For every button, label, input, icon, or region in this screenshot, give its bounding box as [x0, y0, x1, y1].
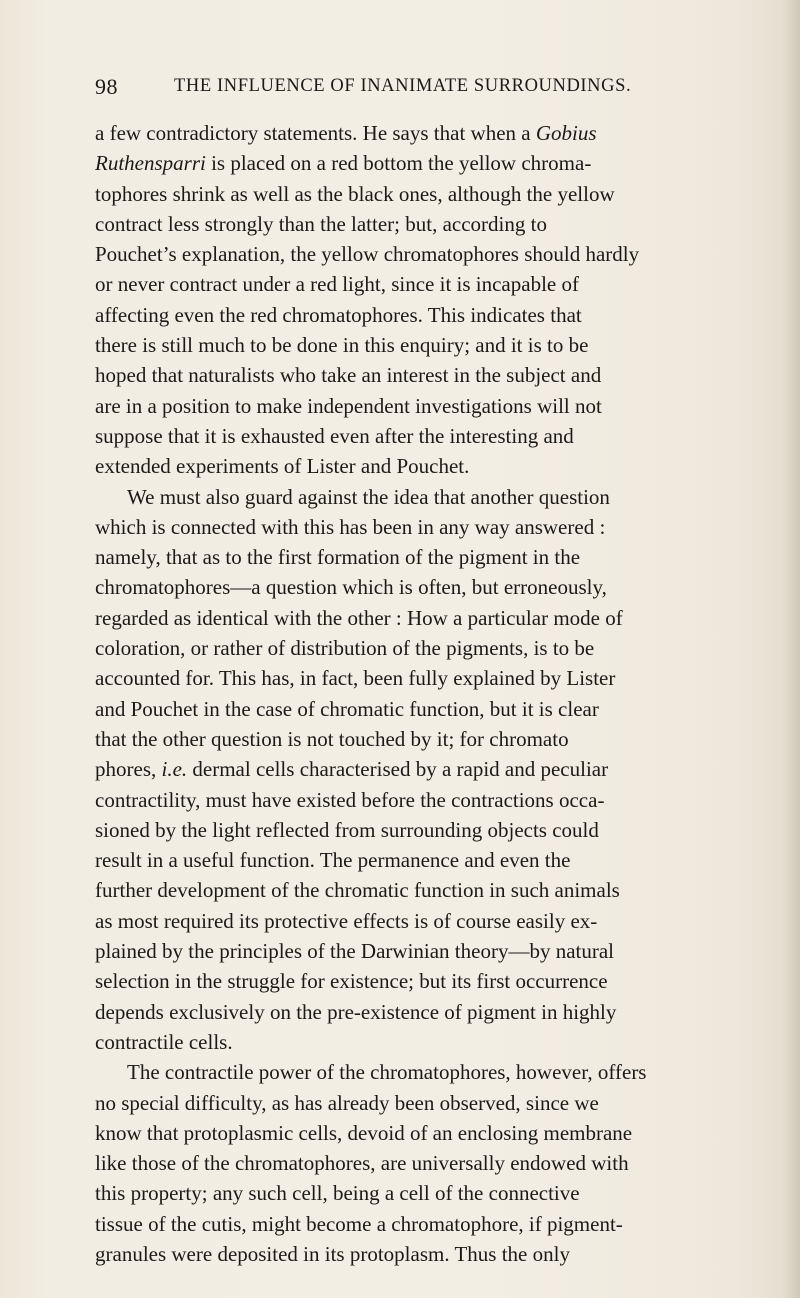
paragraph-first-line: We must also guard against the idea that another question — [127, 484, 610, 509]
text-line: Ruthensparri is placed on a red bottom the yellow chroma- — [95, 151, 592, 176]
text-line: contractile cells. — [95, 1029, 233, 1054]
body-text — [95, 118, 800, 1269]
text-line: are in a position to make independent investigations will not — [95, 393, 602, 418]
text-line: sioned by the light reflected from surrounding objects could — [95, 817, 599, 842]
text-line: selection in the struggle for existence; but its first occurrence — [95, 969, 608, 994]
text-line: extended experiments of Lister and Pouchet. — [95, 454, 470, 479]
text-line: contract less strongly than the latter; but, according to — [95, 211, 547, 236]
text-line: result in a useful function. The permanence and even the — [95, 848, 571, 873]
text-line: that the other question is not touched by it; for chromato — [95, 726, 569, 751]
text-line: coloration, or rather of distribution of the pigments, is to be — [95, 636, 595, 661]
page-number: 98 — [95, 74, 118, 99]
text-line: affecting even the red chromatophores. This indicates that — [95, 302, 582, 327]
text-line: namely, that as to the first formation of the pigment in the — [95, 545, 581, 570]
text-line: tissue of the cutis, might become a chromatophore, if pigment- — [95, 1211, 623, 1236]
text-line: regarded as identical with the other : How a particular mode of — [95, 605, 623, 630]
text-line: there is still much to be done in this enquiry; and it is to be — [95, 333, 589, 358]
text-line: which is connected with this has been in any way answered : — [95, 514, 606, 539]
running-head: THE INFLUENCE OF INANIMATE SURROUNDINGS. — [174, 76, 632, 96]
text-line: further development of the chromatic function in such animals — [95, 878, 620, 903]
text-line: and Pouchet in the case of chromatic function, but it is clear — [95, 696, 599, 721]
text-line: hoped that naturalists who take an interest in the subject and — [95, 363, 602, 388]
text-line: or never contract under a red light, since it is incapable of — [95, 272, 579, 297]
text-line: suppose that it is exhausted even after the interesting and — [95, 423, 574, 448]
text-line: tophores shrink as well as the black ones, although the yellow — [95, 181, 615, 206]
text-line: know that protoplasmic cells, devoid of an enclosing membrane — [95, 1120, 633, 1145]
text-line: a few contradictory statements. He says that when a Gobius — [95, 121, 597, 145]
text-line: accounted for. This has, in fact, been fully explained by Lister — [95, 666, 616, 691]
text-line: plained by the principles of the Darwinian theory—by natural — [95, 939, 615, 964]
text-line: as most required its protective effects is of course easily ex- — [95, 908, 598, 933]
page-header — [95, 74, 715, 104]
paragraph-first-line: The contractile power of the chromatophores, however, offers — [127, 1060, 647, 1085]
text-line: like those of the chromatophores, are universally endowed with — [95, 1151, 629, 1176]
text-line: granules were deposited in its protoplasm. Thus the only — [95, 1241, 570, 1266]
text-line: this property; any such cell, being a cell of the connective — [95, 1181, 580, 1206]
text-line: depends exclusively on the pre-existence of pigment in highly — [95, 999, 617, 1024]
text-line: phores, i.e. dermal cells characterised by a rapid and peculiar — [95, 757, 609, 782]
text-line: contractility, must have existed before the contractions occa- — [95, 787, 605, 812]
text-line: chromatophores—a question which is often, but erroneously, — [95, 575, 607, 600]
text-line: no special difficulty, as has already been observed, since we — [95, 1090, 599, 1115]
text-line: Pouchet’s explanation, the yellow chromatophores should hardly — [95, 242, 640, 267]
